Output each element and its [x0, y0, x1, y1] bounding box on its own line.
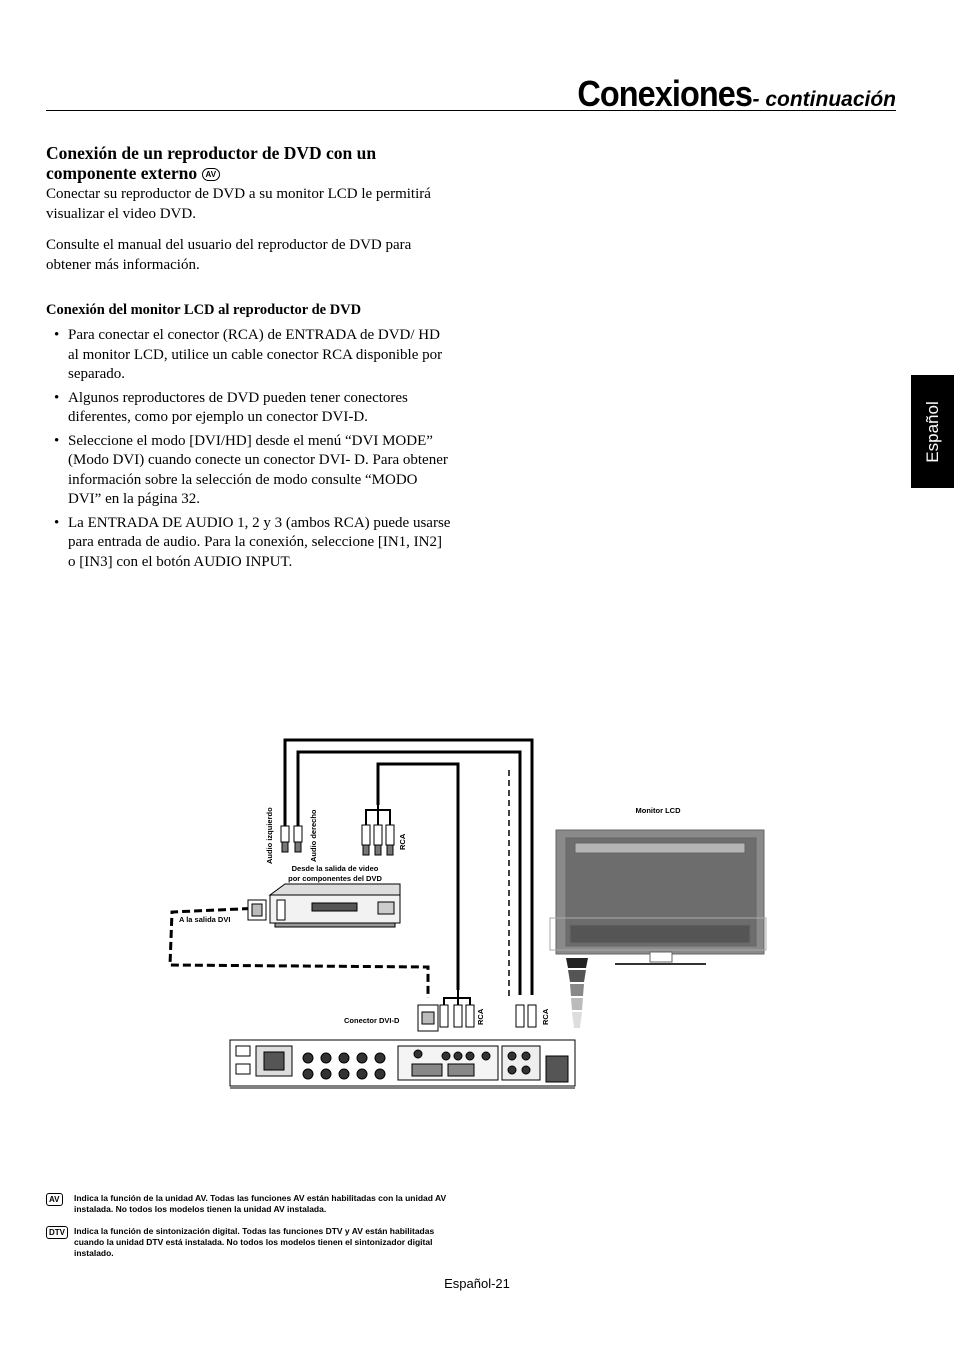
audio-plugs [281, 826, 302, 852]
intro-paragraph: Conectar su reproductor de DVD a su monitor LCD le permitirá visualizar el video DVD. [46, 186, 431, 222]
dvi-out-label: A la salida DVI [179, 915, 231, 924]
audio-right-label: Audio derecho [309, 809, 318, 862]
note-av-text: Indica la función de la unidad AV. Todas las funciones AV están habilitadas con la unidad AV instalada. No todos los modelos tienen la unidad AV instalada. [74, 1193, 447, 1214]
reference-paragraph: Consulte el manual del usuario del reproductor de DVD para obtener más información. [46, 237, 412, 273]
av-badge-icon: AV [202, 168, 221, 181]
note-dtv [46, 1226, 466, 1259]
section-title [46, 143, 446, 183]
terminal-panel [230, 1040, 575, 1088]
video-plugs [362, 825, 394, 855]
list-item: • Seleccione el modo [DVI/HD] desde el menú “DVI MODE” (Modo DVI) cuando conecte un conector DVI- D. Para obtener información sobre la selección de modo consulte “MODO DVI” en la página 32. [46, 432, 451, 510]
language-tab-label: Español [922, 400, 942, 463]
header-subtitle: - continuación [752, 88, 896, 111]
note-dtv-text: Indica la función de sintonización digital. Todas las funciones DTV y AV están habilitadas cuando la unidad DTV está instalada. No todos los modelos tienen el sintonizador digital instalado. [74, 1226, 435, 1258]
list-item: • Para conectar el conector (RCA) de ENTRADA de DVD/ HD al monitor LCD, utilice un cable conector RCA disponible por separado. [46, 326, 451, 385]
page-number: Español-21 [444, 1276, 510, 1291]
rca-top-label: RCA [398, 833, 407, 850]
dvd-output-label: Desde la salida de video [291, 864, 379, 873]
lcd-monitor [550, 830, 766, 964]
dvi-plug-left [248, 900, 266, 920]
list-item: • La ENTRADA DE AUDIO 1, 2 y 3 (ambos RCA) puede usarse para entrada de audio. Para la conexión, seleccione [IN1, IN2] o [IN3] con el botón AUDIO INPUT. [46, 514, 451, 573]
zoom-wedge [566, 958, 588, 1028]
note-av [46, 1193, 466, 1215]
rca-mid-label: RCA [476, 1008, 485, 1025]
av-badge-icon: AV [46, 1193, 63, 1206]
header-title: Conexiones [577, 73, 753, 114]
subsection-title: Conexión del monitor LCD al reproductor de DVD [46, 302, 362, 318]
language-tab [911, 375, 954, 488]
connection-diagram [160, 735, 780, 1095]
monitor-label: Monitor LCD [635, 806, 681, 815]
dvi-connector-label: Conector DVI-D [344, 1016, 400, 1025]
dvd-output-label-2: por componentes del DVD [288, 874, 382, 883]
audio-left-label: Audio izquierdo [265, 807, 274, 864]
dvd-player [270, 884, 400, 927]
page-header [558, 73, 896, 114]
section-title-text: Conexión de un reproductor de DVD con un componente externo [46, 143, 377, 183]
dtv-badge-icon: DTV [46, 1226, 68, 1239]
component-video-cable [378, 764, 458, 990]
list-item: • Algunos reproductores de DVD pueden tener conectores diferentes, como por ejemplo un conector DVI-D. [46, 389, 451, 428]
rca-right-label: RCA [541, 1008, 550, 1025]
bullet-list [46, 326, 451, 576]
